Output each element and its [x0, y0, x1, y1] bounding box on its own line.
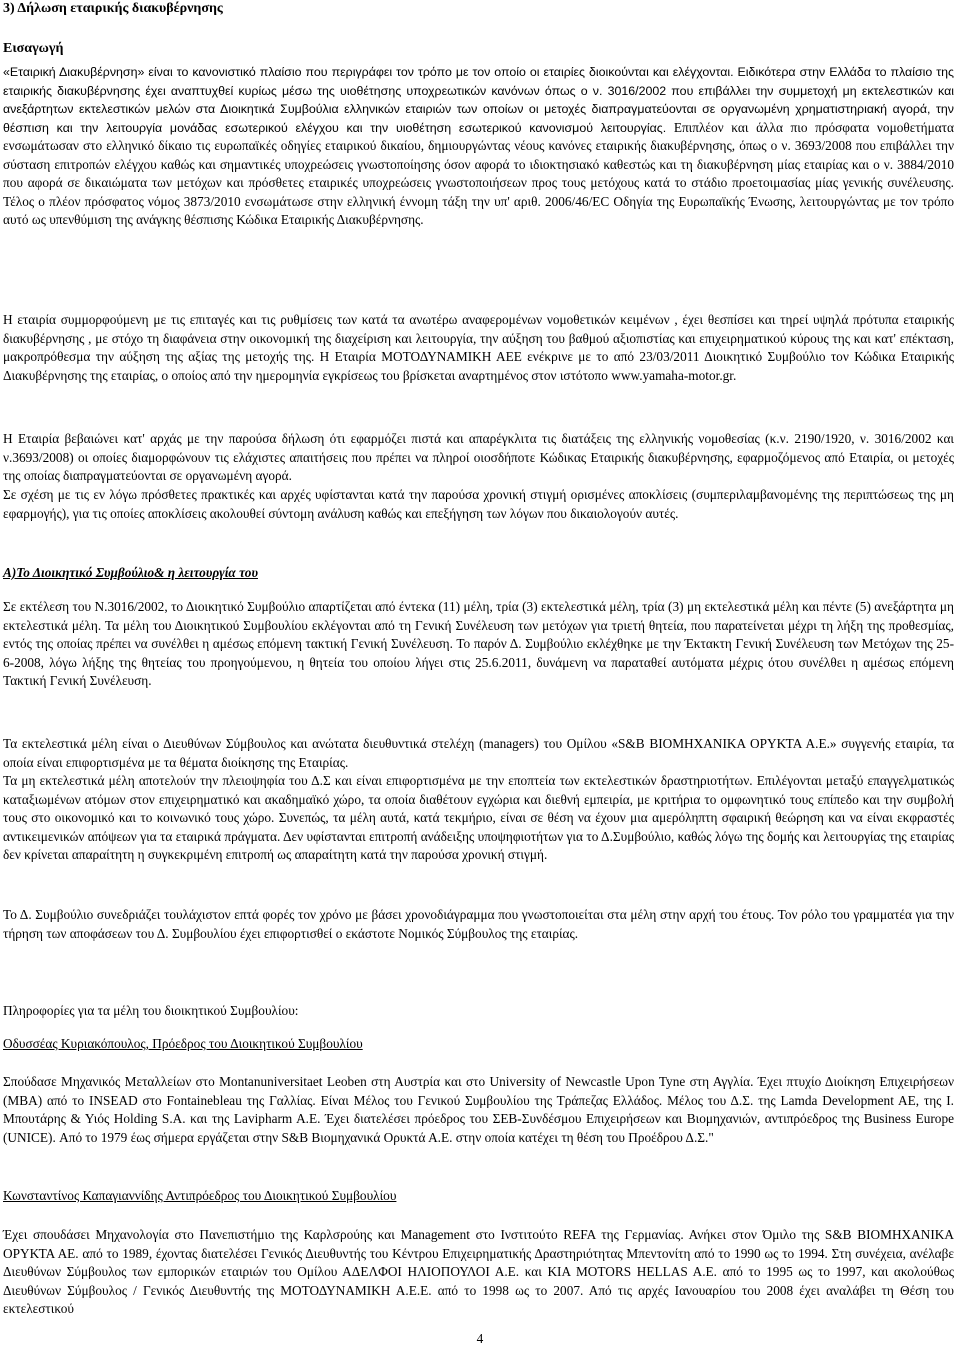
- intro-paragraph-2: Η εταιρία συμμορφούμενη με τις επιταγές και τις ρυθμίσεις των κατά τα ανωτέρω αναφερομένων νομοθετικών κειμένων , έχει θεσπίσει και τηρεί υψηλά πρότυπα εταιρικής διακυβέρνησης , με στόχο τη διαφάνεια στην οικονομική της διαχείριση και λειτουργία, την αύξηση του βαθμού αξιοπιστίας και επιχειρηματικού κύρους της και κατ' επέκταση, μακροπρόθεσμα την αύξηση της αξίας της μετοχής της. Η Εταιρία ΜΟΤΟΔΥΝΑΜΙΚΗ ΑΕΕ ενέκρινε με το από 23/03/2011 Διοικητικό Συμβούλιο τον Κώδικα Εταιρικής Διακυβέρνησης της εταιρίας, ο οποίος από την ημερομηνία εγκρίσεως του βρίσκεται αναρτημένος στον ιστότοπο www.yamaha-motor.gr.: [3, 312, 954, 383]
- page-number: 4: [476, 1331, 484, 1346]
- intro-text-a: «Εταιρική Διακυβέρνηση» είναι το κανονιστικό πλαίσιο που περιγράφει τον τρόπο με τον οποίο οι εταιρίες διοικούνται και ελέγχονται. Ειδικότερα στην Ελλάδα το πλαίσιο της εταιρικής διακυβέρνησης έχει αναπτυχθεί κυρίως μέσω της υιοθέτησης υποχρεωτικών κανόνων όπως ο ν. 3016/2002 που επιβάλλει την συμμετοχή μη εκτελεστικών και ανεξάρτητων εκτελεστικών μελών στα Διοικητικά Συμβούλια ελληνικών εταιριών των οποίων οι μετοχές διαπραγματεύονται σε οργανωμένη χρηματιστηριακή αγορά, την θέσπιση και την λειτουργία μονάδας εσωτερικού ελέγχου και την υιοθέτηση εσωτερικού κανονισμού λειτουργίας.: [3, 65, 954, 135]
- intro-paragraph-1: [3, 63, 954, 230]
- intro-paragraph-3: Η Εταιρία βεβαιώνει κατ' αρχάς με την παρούσα δήλωση ότι εφαρμόζει πιστά και απαρέγκλιτα τις διατάξεις της ελληνικής νομοθεσίας (κ.ν. 2190/1920, ν. 3016/2002 και ν.3693/2008) οι οποίες διαμορφώνουν τις ελάχιστες απαιτήσεις που πρέπει να πληροί οιοσδήποτε Κώδικας Εταιρικής διακυβέρνησης, εφαρμοζόμενος από Εταιρία, οι μετοχές της οποίας διαπραγματεύονται σε οργανωμένη αγορά.: [3, 431, 954, 483]
- section-title: 3) Δήλωση εταιρικής διακυβέρνησης: [3, 1, 223, 16]
- member-2-bio: Έχει σπουδάσει Μηχανολογία στο Πανεπιστήμιο της Καρλσρούης και Management στο Ινστιτούτο REFA της Γερμανίας. Ανήκει στον Όμιλο της S&B ΒΙΟΜΗΧΑΝΙΚΑ ΟΡΥΚΤΑ ΑΕ. από το 1989, έχοντας διατελέσει Γενικός Διευθυντής του Κέντρου Επιχειρηματικής Δραστηριότητας Μπεντονίτη από το 1990 ως το 1994. Στη συνέχεια, ανέλαβε Διευθύνων Σύμβουλος των εμπορικών εταιριών του Ομίλου ΑΔΕΛΦΟΙ ΗΛΙΟΠΟΥΛΟΙ Α.Ε. και ΚΙΑ MOTORS HELLAS A.E. από το 1995 ως το 1997, και ακολούθως Διευθύνων Σύμβουλος / Γενικός Διευθυντής της ΜΟΤΟΔΥΝΑΜΙΚΗ Α.Ε.Ε. από το 1998 ως το 2007. Από τις αρχές Ιανουαρίου του 2008 έχει αναλάβει τη Θέση του εκτελεστικού: [3, 1227, 954, 1316]
- board-paragraph-1: Σε εκτέλεση του Ν.3016/2002, το Διοικητικό Συμβούλιο απαρτίζεται από έντεκα (11) μέλη, τρία (3) εκτελεστικά μέλη, τρία (3) μη εκτελεστικά μέλη και πέντε (5) ανεξάρτητα μη εκτελεστικά μέλη. Τα μέλη του Διοικητικού Συμβουλίου εκλέγονται από τη Γενική Συνέλευση των μετόχων για τριετή θητεία, που παρατείνεται μέχρι τη λήξη της προθεσμίας, εντός της οποίας πρέπει να συνέλθει η αμέσως επόμενη τακτική Γενική Συνέλευση. Το παρόν Δ. Συμβούλιο εκλέχθηκε με την Έκτακτη Γενική Συνέλευση των Μετόχων της 25-6-2008, λόγω λήξης της θητείας του προηγούμενου, η θητεία του οποίου λήγει στις 25.6.2011, δυνάμενη να παραταθεί αυτόματα μέχρις ότου συνέλθει η αμέσως επόμενη Τακτική Γενική Συνέλευση.: [3, 599, 954, 688]
- board-heading: Α)Το Διοικητικό Συμβούλιο& η λειτουργία του: [3, 565, 258, 580]
- intro-paragraph-4: Σε σχέση με τις εν λόγω πρόσθετες πρακτικές και αρχές υφίστανται κατά την παρούσα χρονική στιγμή ορισμένες αποκλίσεις (συμπεριλαμβανομένης της περιπτώσεως της μη εφαρμογής), για τις οποίες αποκλίσεις ακολουθεί σύντομη ανάλυση καθώς και επεξήγηση των λόγων που δικαιολογούν αυτές.: [3, 487, 954, 521]
- intro-title: Εισαγωγή: [3, 41, 64, 56]
- board-paragraph-4: Το Δ. Συμβούλιο συνεδριάζει τουλάχιστον επτά φορές τον χρόνο με βάσει χρονοδιάγραμμα που γνωστοποιείται στα μέλη στην αρχή του έτους. Τον ρόλο του γραμματέα για την τήρηση των αποφάσεων του Δ. Συμβουλίου έχει επιφορτισθεί ο εκάστοτε Νομικός Σύμβουλος της εταιρίας.: [3, 907, 954, 941]
- member-1-bio: Σπούδασε Μηχανικός Μεταλλείων στο Montanuniversitaet Leoben στη Αυστρία και στο University of Newcastle Upon Tyne στη Αγγλία. Έχει πτυχίο Διοίκηση Επιχειρήσεων (MBA) από το INSEAD στο Fontainebleau της Γαλλίας. Είναι Μέλος του Γενικού Συμβουλίου της Τράπεζας Ελλάδος. Μέλος του Δ.Σ. της Lamda Development AE, της Ι. Μπουτάρης & Υιός Holding S.A. και της Lavipharm A.E. Έχει διατελέσει πρόεδρος του ΣΕΒ-Συνδέσμου Επιχειρήσεων και Βιομηχανιών, αντιπρόεδρος της Business Europe (UNICE). Από το 1979 έως σήμερα εργάζεται στην S&B Βιομηχανικά Ορυκτά Α.Ε. στην οποία κατέχει τη θέση του Προέδρου Δ.Σ.": [3, 1074, 954, 1145]
- members-intro: Πληροφορίες για τα μέλη του διοικητικού Συμβουλίου:: [3, 1003, 299, 1018]
- member-1-name: Οδυσσέας Κυριακόπουλος, Πρόεδρος του Διοικητικού Συμβουλίου: [3, 1036, 363, 1051]
- board-paragraph-3: Τα μη εκτελεστικά μέλη αποτελούν την πλειοψηφία του Δ.Σ και είναι επιφορτισμένα με την εποπτεία των εκτελεστικών δραστηριοτήτων. Επιλέγονται μεταξύ επαγγελματικώς καταξιωμένων ατόμων στον επιχειρηματικό και ακαδημαϊκό χώρο, τα οποία διαθέτουν εγχώρια και διεθνή εμπειρία, με κριτήρια το ομφωνητικό τους επίπεδο και την συμβολή τους στο οικονομικό και το κοινωνικό τους χώρο. Συνεπώς, τα μέλη αυτά, κατά τεκμήριο, είναι σε θέση να έχουν μια αμερόληπτη σφαιρική θεώρηση και να είναι εκφραστές αντικειμενικών απόψεων για τα εταιρικά πράγματα. Δεν υφίστανται επιτροπή ανάδειξης υποψηφιοτήτων για το Δ.Συμβούλιο, καθώς λόγω της δομής και λειτουργίας της εταιρίας δεν κρίνεται απαραίτητη η συγκεκριμένη επιτροπή ως απαραίτητη κατά την παρούσα χρονική στιγμή.: [3, 773, 954, 862]
- intro-text-b: Επιπλέον και άλλα πιο πρόσφατα νομοθετήματα ενσωμάτωσαν στο ελληνικό δίκαιο τις ευρωπαϊκές οδηγίες εταιρικού δικαίου, δημιουργώντας νέους κανόνες εταιρικής διακυβέρνησης, όπως ο ν. 3693/2008 που επιβάλλει την σύσταση επιτροπών ελέγχου καθώς και σημαντικές υποχρεώσεις γνωστοποίησης όσον αφορά το ιδιοκτησιακό καθεστώς και τη διακυβέρνηση μίας εταιρίας και ο ν. 3884/2010 που αφορά σε δικαιώματα των μετόχων και πρόσθετες εταιρικές υποχρεώσεις γνωστοποιήσεων προς τους μετόχους κατά το στάδιο προετοιμασίας μίας γενικής συνέλευσης. Τέλος ο πλέον πρόσφατος νόμος 3873/2010 ενσωμάτωσε στην ελληνική έννομη τάξη την υπ' αριθ. 2006/46/ΕC Οδηγία της Ευρωπαϊκής Ένωσης, λειτουργώντας με τον τρόπο αυτό ως υπενθύμιση της ανάγκης θέσπισης Κώδικα Εταιρικής Διακυβέρνησης.: [3, 119, 954, 227]
- board-paragraph-2: Τα εκτελεστικά μέλη είναι ο Διευθύνων Σύμβουλος και ανώτατα διευθυντικά στελέχη (managers) του Ομίλου «S&B ΒΙΟΜΗΧΑΝΙΚΑ ΟΡΥΚΤΑ Α.Ε.» συγγενής εταιρία, τα οποία είναι επιφορτισμένα με τα θέματα διοίκησης της Εταιρίας.: [3, 736, 954, 770]
- member-2-name: Κωνσταντίνος Καπαγιαννίδης Αντιπρόεδρος του Διοικητικού Συμβουλίου: [3, 1188, 397, 1203]
